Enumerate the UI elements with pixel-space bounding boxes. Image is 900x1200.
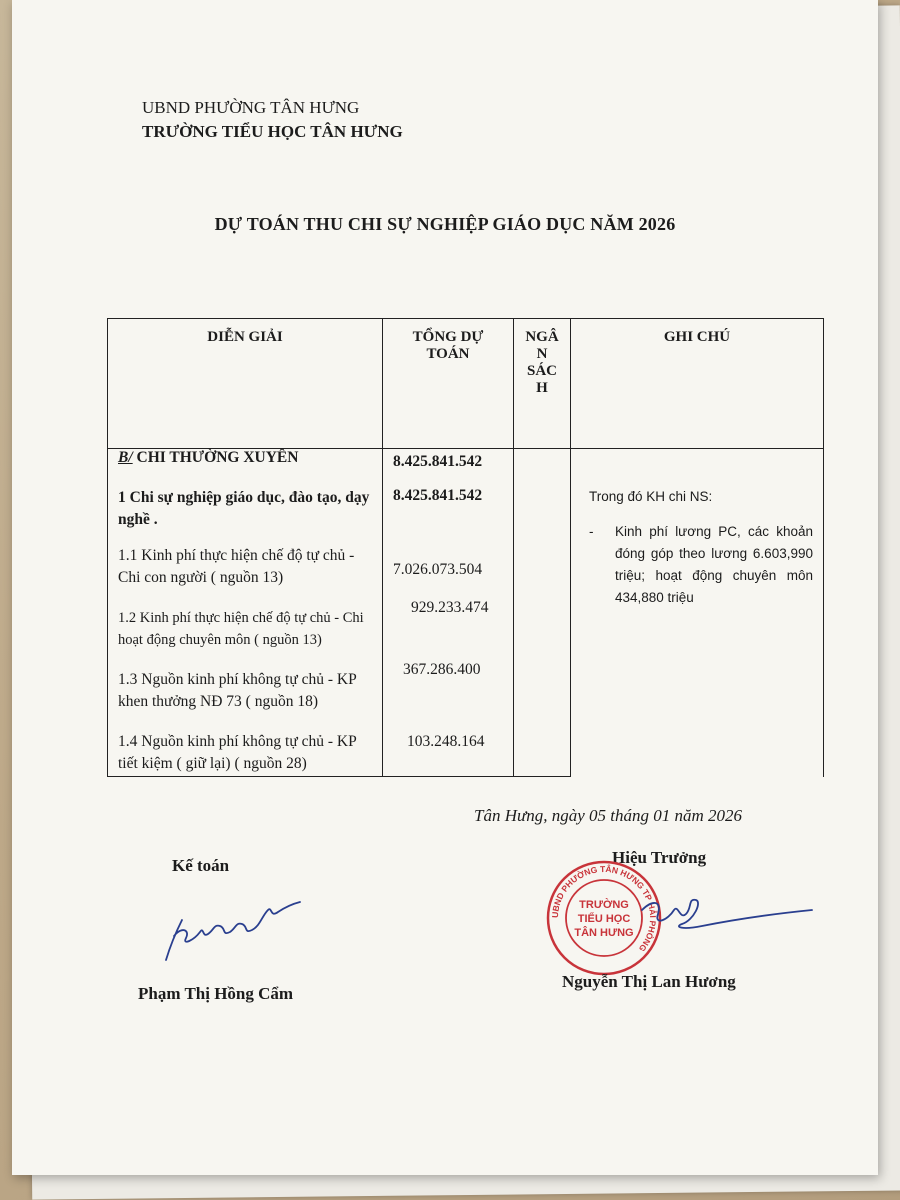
- col-header-budget-line1: NGÂ: [525, 329, 559, 345]
- principal-title: Hiệu Trưởng: [612, 848, 707, 867]
- note-item: [589, 521, 813, 609]
- row-1-3-budget: [514, 655, 571, 717]
- row-1-amount: 8.425.841.542: [383, 477, 514, 535]
- col-header-budget: [514, 319, 571, 449]
- stamp-line-1: TRƯỜNG: [579, 899, 629, 911]
- row-1-budget: [514, 477, 571, 535]
- row-1-4-budget: [514, 717, 571, 777]
- section-label-text: CHI THƯỜNG XUYÊN: [132, 449, 299, 466]
- org-line-2: TRƯỜNG TIỂU HỌC TÂN HƯNG: [142, 122, 403, 141]
- col-header-note: GHI CHÚ: [571, 319, 824, 449]
- budget-table: [107, 318, 824, 777]
- org-line-1: UBND PHƯỜNG TÂN HƯNG: [142, 98, 360, 117]
- principal-name: Nguyễn Thị Lan Hương: [562, 972, 736, 991]
- col-header-budget-line3: SÁC: [526, 363, 557, 379]
- col-header-description: DIỄN GIẢI: [108, 319, 383, 449]
- note-dash: -: [589, 524, 594, 539]
- col-header-total-line1: TỔNG DỰ: [412, 329, 484, 345]
- document-page: [12, 0, 878, 1175]
- row-1-desc: 1 Chi sự nghiệp giáo dục, đào tạo, dạy nghề .: [108, 477, 383, 535]
- table-row-section: [108, 449, 824, 477]
- date-line: Tân Hưng, ngày 05 tháng 01 năm 2026: [474, 806, 743, 825]
- row-1-1-budget: [514, 535, 571, 593]
- row-1-3-amount: 367.286.400: [383, 655, 514, 717]
- section-prefix: B/: [118, 449, 133, 466]
- accountant-title: Kế toán: [172, 856, 230, 875]
- row-1-4-amount: 103.248.164: [383, 717, 514, 777]
- table-header-row: [108, 319, 824, 449]
- note-lead: Trong đó KH chi NS:: [589, 489, 713, 504]
- principal-signature: [622, 880, 822, 950]
- row-1-3-desc: 1.3 Nguồn kinh phí không tự chủ - KP khen thưởng NĐ 73 ( nguồn 18): [108, 655, 383, 717]
- col-header-total: [383, 319, 514, 449]
- stamp-line-2: TIỂU HỌC: [577, 913, 631, 925]
- document-title: DỰ TOÁN THU CHI SỰ NGHIỆP GIÁO DỤC NĂM 2026: [214, 214, 676, 234]
- organization-header: [142, 96, 403, 144]
- note-cell: [571, 449, 824, 777]
- note-item-text: Kinh phí lương PC, các khoản đóng góp theo lương 6.603,990 triệu; hoạt động chuyên môn 434,880 triệu: [615, 524, 813, 605]
- row-1-1-amount: 7.026.073.504: [383, 535, 514, 593]
- section-amount: 8.425.841.542: [383, 449, 514, 477]
- section-budget-cell: [514, 449, 571, 477]
- row-1-1-desc: 1.1 Kinh phí thực hiện chế độ tự chủ - Chi con người ( nguồn 13): [108, 535, 383, 593]
- col-header-budget-line2: N: [536, 346, 548, 362]
- stamp-line-3: TÂN HƯNG: [574, 927, 634, 939]
- row-1-4-desc: 1.4 Nguồn kinh phí không tự chủ - KP tiết kiệm ( giữ lại) ( nguồn 28): [108, 717, 383, 777]
- col-header-budget-line4: H: [536, 380, 548, 396]
- row-1-2-desc: 1.2 Kinh phí thực hiện chế độ tự chủ - Chi hoạt động chuyên môn ( nguồn 13): [108, 593, 383, 655]
- row-1-2-amount: 929.233.474: [383, 593, 514, 655]
- col-header-total-line2: TOÁN: [426, 346, 470, 362]
- accountant-name: Phạm Thị Hồng Cẩm: [138, 984, 294, 1003]
- stamp-ring-text: UBND PHƯỜNG TÂN HƯNG TP HẢI PHÒNG: [549, 863, 659, 954]
- section-label: [108, 449, 383, 477]
- accountant-signature: [152, 890, 312, 970]
- row-1-2-budget: [514, 593, 571, 655]
